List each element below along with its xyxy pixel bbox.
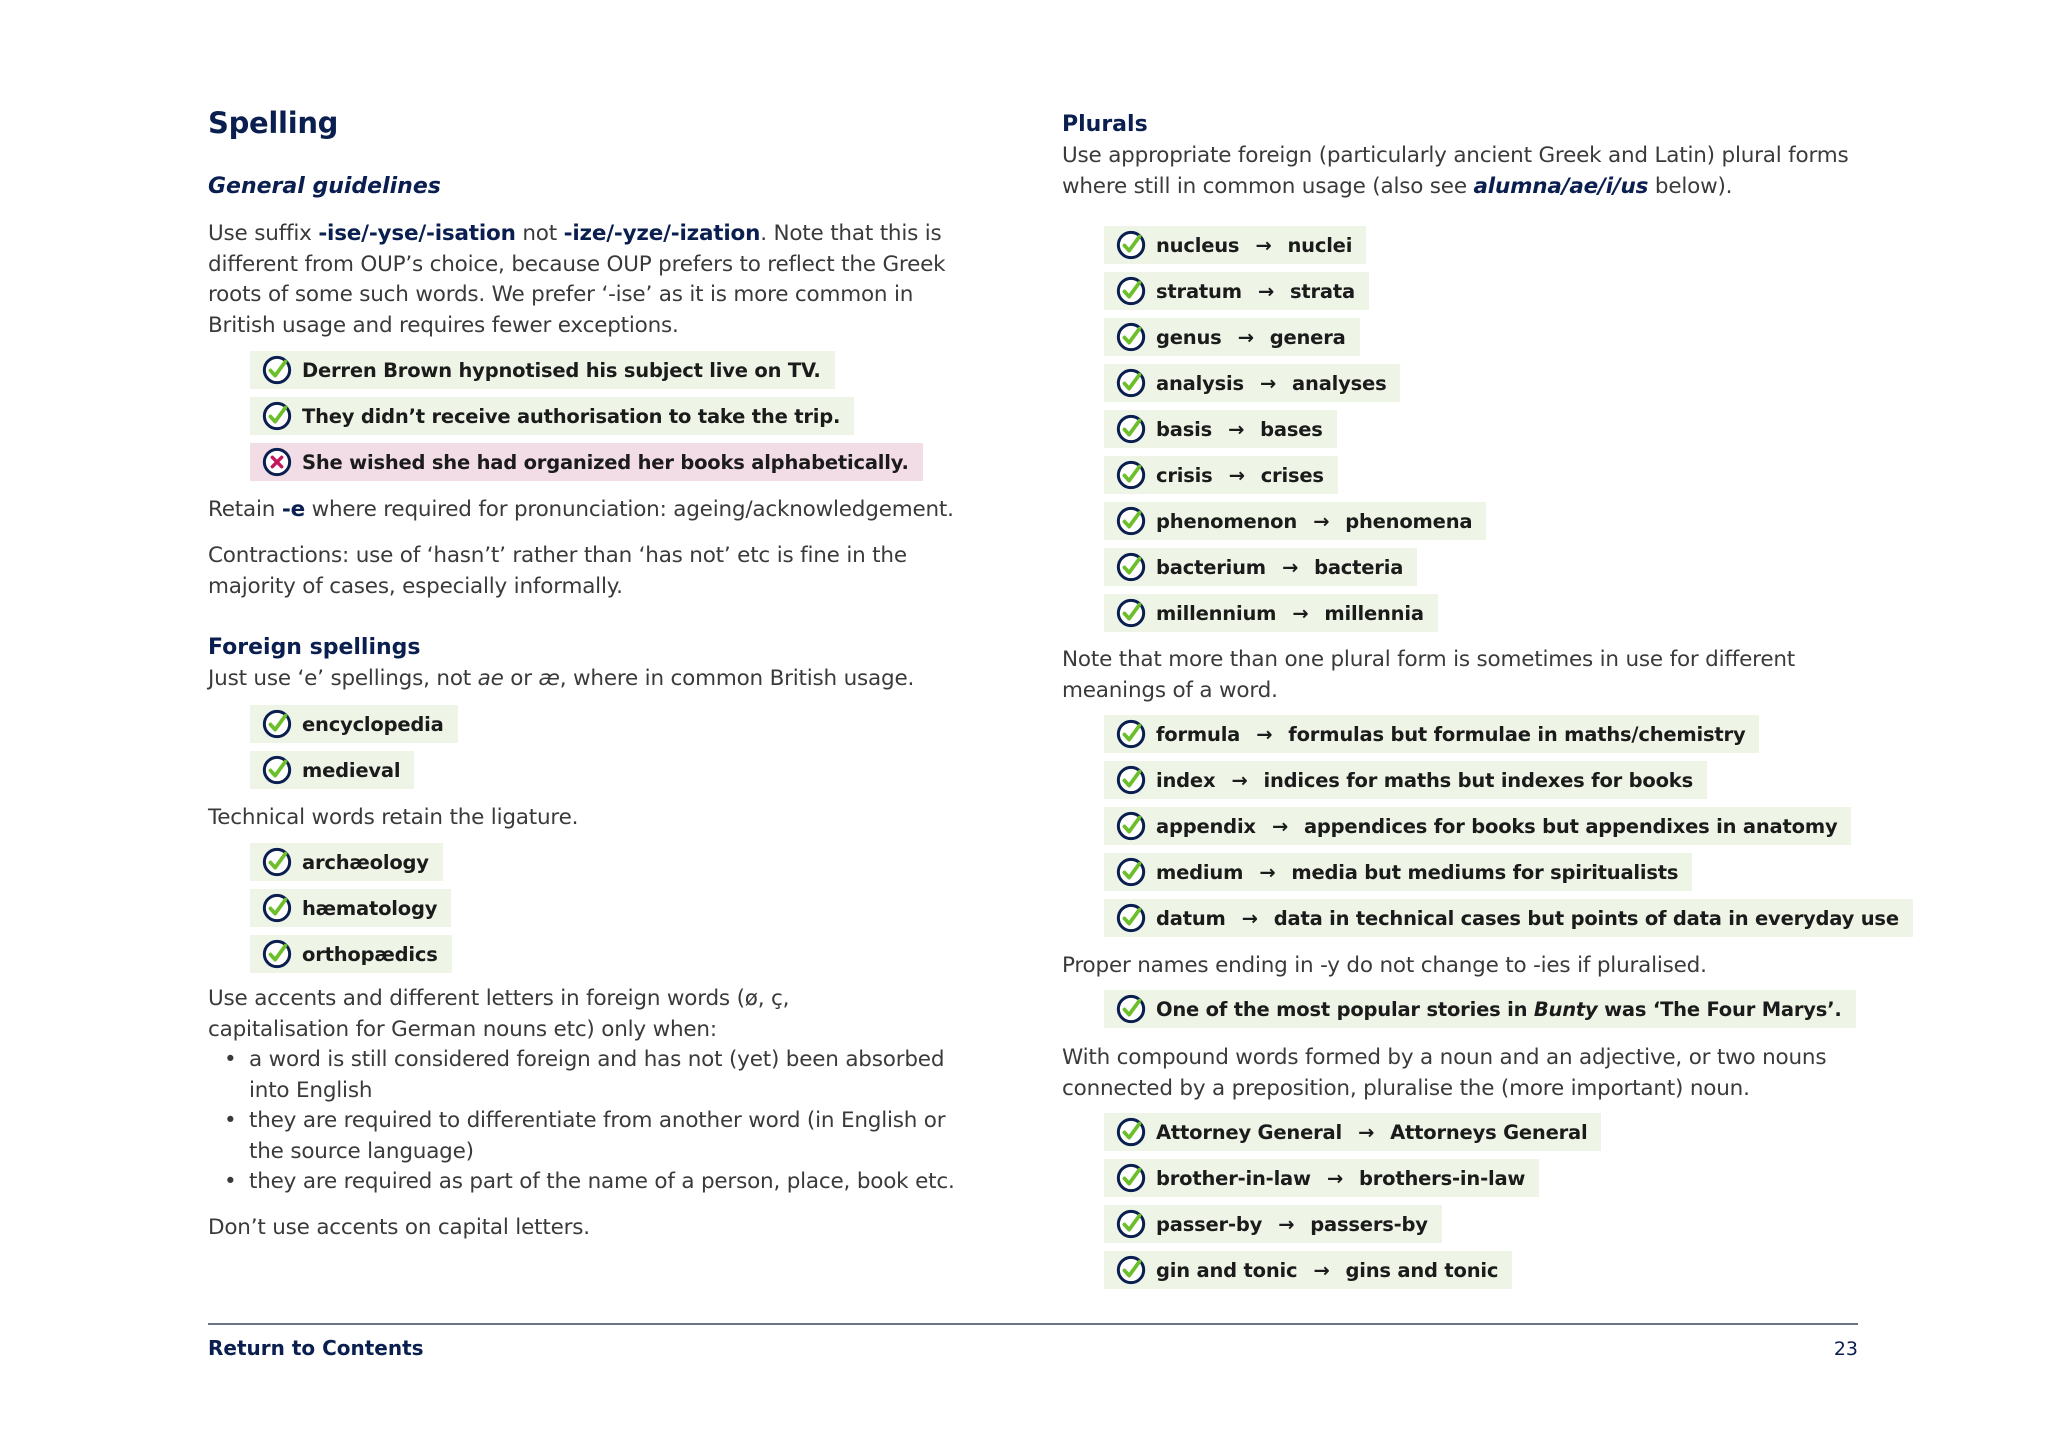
compound-words-paragraph: With compound words formed by a noun and an adjective, or two nouns connected by a preposition, pluralise the (more important) noun.	[1062, 1045, 1827, 1101]
example-correct	[1104, 1205, 1442, 1243]
but-keyword: but	[1390, 722, 1428, 746]
check-circle-icon	[1116, 598, 1146, 628]
singular-word: index	[1156, 768, 1216, 792]
proper-names-paragraph: Proper names ending in -y do not change to -ies if pluralised.	[1062, 953, 1707, 978]
arrow-icon: →	[1256, 722, 1273, 746]
plural-word: phenomena	[1345, 509, 1473, 533]
arrow-icon: →	[1241, 906, 1258, 930]
cross-circle-icon	[262, 447, 292, 477]
plural-word: brothers-in-law	[1358, 1166, 1526, 1190]
list-item: • a word is still considered foreign and has not (yet) been absorbed into English	[208, 1045, 968, 1106]
check-circle-icon	[262, 355, 292, 385]
check-circle-icon	[1116, 230, 1146, 260]
plural-form-a: indices for maths	[1263, 768, 1452, 792]
technical-paragraph: Technical words retain the ligature.	[208, 805, 579, 830]
arrow-icon: →	[1313, 1258, 1330, 1282]
contractions-paragraph: Contractions: use of ‘hasn’t’ rather than ‘has not’ etc is fine in the majority of cases, especially informally.	[208, 543, 907, 599]
example-correct: One of the most popular stories in Bunty was ‘The Four Marys’.	[1104, 990, 1856, 1028]
singular-word: bacterium	[1156, 555, 1266, 579]
example-correct: medieval	[250, 751, 414, 789]
plural-form-b: points of data in everyday use	[1570, 906, 1899, 930]
arrow-icon: →	[1326, 1166, 1343, 1190]
check-circle-icon	[1116, 857, 1146, 887]
plural-form-b: appendixes in anatomy	[1585, 814, 1838, 838]
plural-word: genera	[1269, 325, 1346, 349]
accents-paragraph: Use accents and different letters in foreign words (ø, ç, capitalisation for German nouns etc) only when:	[208, 986, 790, 1042]
check-circle-icon	[1116, 1117, 1146, 1147]
arrow-icon: →	[1357, 1120, 1375, 1144]
plural-word: strata	[1289, 279, 1355, 303]
singular-word: crisis	[1156, 463, 1213, 487]
example-correct	[1104, 364, 1400, 402]
check-circle-icon	[262, 401, 292, 431]
example-correct: hæmatology	[250, 889, 451, 927]
check-circle-icon	[1116, 903, 1146, 933]
return-to-contents-link[interactable]: Return to Contents	[208, 1336, 424, 1360]
no-caps-accents-paragraph: Don’t use accents on capital letters.	[208, 1215, 590, 1240]
check-circle-icon	[262, 847, 292, 877]
example-correct	[1104, 853, 1692, 891]
plurals-intro-paragraph: Use appropriate foreign (particularly ancient Greek and Latin) plural forms where still in common usage (also see alumna/ae/i/us below).	[1062, 143, 1849, 199]
example-correct: orthopædics	[250, 935, 452, 973]
singular-word: brother-in-law	[1156, 1166, 1311, 1190]
singular-word: millennium	[1156, 601, 1277, 625]
check-circle-icon	[1116, 368, 1146, 398]
check-circle-icon	[1116, 552, 1146, 582]
check-circle-icon	[1116, 506, 1146, 536]
arrow-icon: →	[1278, 1212, 1295, 1236]
plurals-heading: Plurals	[1062, 112, 1148, 137]
example-correct	[1104, 272, 1369, 310]
check-circle-icon	[1116, 719, 1146, 749]
but-keyword: but	[1457, 768, 1495, 792]
singular-word: Attorney General	[1156, 1120, 1342, 1144]
page-title: Spelling	[208, 106, 339, 140]
arrow-icon: →	[1271, 814, 1288, 838]
retain-e-paragraph: Retain -e where required for pronunciation: ageing/acknowledgement.	[208, 497, 954, 522]
check-circle-icon	[262, 755, 292, 785]
plural-word: bacteria	[1314, 555, 1404, 579]
plural-form-b: indexes for books	[1500, 768, 1693, 792]
arrow-icon: →	[1259, 860, 1276, 884]
singular-word: stratum	[1156, 279, 1242, 303]
check-circle-icon	[1116, 1255, 1146, 1285]
check-circle-icon	[262, 893, 292, 923]
check-circle-icon	[1116, 811, 1146, 841]
plural-word: nuclei	[1287, 233, 1353, 257]
singular-word: nucleus	[1156, 233, 1240, 257]
check-circle-icon	[1116, 1163, 1146, 1193]
singular-word: formula	[1156, 722, 1241, 746]
plural-form-a: media	[1291, 860, 1358, 884]
multiple-plurals-note: Note that more than one plural form is sometimes in use for different meanings of a word.	[1062, 647, 1796, 703]
example-correct: They didn’t receive authorisation to take the trip.	[250, 397, 854, 435]
arrow-icon: →	[1259, 371, 1277, 395]
check-circle-icon	[262, 939, 292, 969]
arrow-icon: →	[1292, 601, 1309, 625]
singular-word: analysis	[1156, 371, 1244, 395]
check-circle-icon	[1116, 994, 1146, 1024]
plural-form-b: mediums for spiritualists	[1407, 860, 1679, 884]
example-correct	[1104, 456, 1338, 494]
singular-word: medium	[1156, 860, 1244, 884]
example-incorrect: She wished she had organized her books alphabetically.	[250, 443, 923, 481]
plural-word: passers-by	[1310, 1212, 1428, 1236]
plural-word: millennia	[1324, 601, 1424, 625]
plural-form-b: formulae in maths/chemistry	[1433, 722, 1746, 746]
foreign-intro-paragraph: Just use ‘e’ spellings, not ae or æ, where in common British usage.	[208, 666, 915, 691]
plural-word: bases	[1260, 417, 1323, 441]
arrow-icon: →	[1228, 463, 1245, 487]
check-circle-icon	[1116, 460, 1146, 490]
singular-word: gin and tonic	[1156, 1258, 1298, 1282]
arrow-icon: →	[1313, 509, 1330, 533]
plural-word: gins and tonic	[1345, 1258, 1499, 1282]
footer-divider	[208, 1323, 1858, 1325]
example-correct	[1104, 715, 1759, 753]
example-correct	[1104, 548, 1417, 586]
but-keyword: but	[1364, 860, 1401, 884]
singular-word: genus	[1156, 325, 1222, 349]
but-keyword: but	[1542, 814, 1579, 838]
list-item: • they are required to differentiate from another word (in English or the source language)	[208, 1106, 968, 1167]
singular-word: passer-by	[1156, 1212, 1263, 1236]
plural-form-a: formulas	[1288, 722, 1384, 746]
singular-word: phenomenon	[1156, 509, 1298, 533]
example-correct	[1104, 502, 1486, 540]
accents-bullet-list	[208, 1045, 968, 1198]
plural-form-a: appendices for books	[1303, 814, 1536, 838]
example-correct	[1104, 410, 1337, 448]
check-circle-icon	[1116, 414, 1146, 444]
arrow-icon: →	[1237, 325, 1254, 349]
but-keyword: but	[1527, 906, 1564, 930]
arrow-icon: →	[1281, 555, 1299, 579]
example-correct: archæology	[250, 843, 443, 881]
example-correct	[1104, 1251, 1512, 1289]
singular-word: basis	[1156, 417, 1213, 441]
example-correct	[1104, 594, 1438, 632]
arrow-icon: →	[1257, 279, 1274, 303]
list-item: • they are required as part of the name of a person, place, book etc.	[208, 1167, 968, 1198]
example-correct	[1104, 761, 1707, 799]
example-correct	[1104, 1159, 1539, 1197]
suffix-paragraph: Use suffix -ise/-yse/-isation not -ize/-yze/-ization. Note that this is different from OUP’s choice, because OUP prefers to reflect the Greek roots of some such words. We prefer ‘-ise’ as it is more common in British usage and requires fewer exceptions.	[208, 221, 946, 338]
singular-word: datum	[1156, 906, 1226, 930]
example-correct	[1104, 899, 1913, 937]
check-circle-icon	[1116, 322, 1146, 352]
check-circle-icon	[1116, 1209, 1146, 1239]
example-correct	[1104, 807, 1851, 845]
example-correct: Derren Brown hypnotised his subject live on TV.	[250, 351, 835, 389]
plural-form-a: data in technical cases	[1273, 906, 1521, 930]
example-correct	[1104, 226, 1366, 264]
plural-word: crises	[1260, 463, 1324, 487]
example-correct	[1104, 1113, 1601, 1151]
plural-word: analyses	[1292, 371, 1387, 395]
arrow-icon: →	[1255, 233, 1272, 257]
check-circle-icon	[262, 709, 292, 739]
check-circle-icon	[1116, 765, 1146, 795]
page-number: 23	[1833, 1338, 1858, 1360]
example-correct	[1104, 318, 1360, 356]
example-correct: encyclopedia	[250, 705, 458, 743]
general-guidelines-heading: General guidelines	[208, 174, 441, 199]
singular-word: appendix	[1156, 814, 1256, 838]
arrow-icon: →	[1228, 417, 1245, 441]
check-circle-icon	[1116, 276, 1146, 306]
arrow-icon: →	[1231, 768, 1248, 792]
plural-word: Attorneys General	[1390, 1120, 1588, 1144]
foreign-spellings-heading: Foreign spellings	[208, 635, 421, 660]
